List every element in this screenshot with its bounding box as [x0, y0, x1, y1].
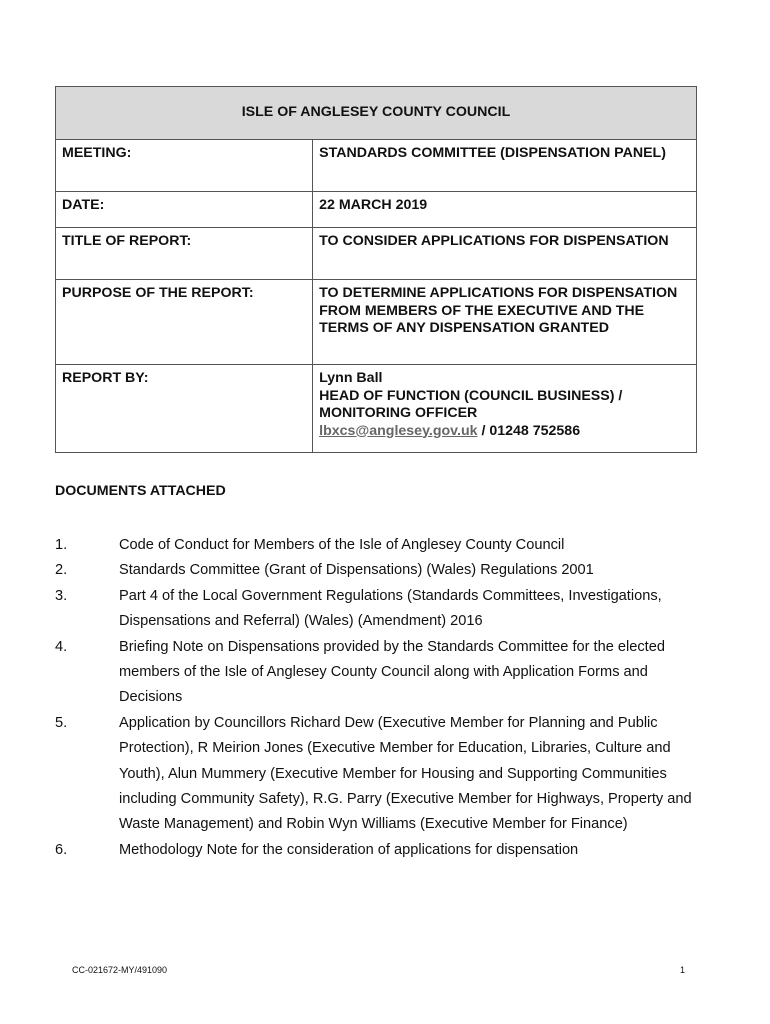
council-title: ISLE OF ANGLESEY COUNTY COUNCIL [56, 87, 697, 140]
date-value: 22 MARCH 2019 [313, 192, 697, 228]
list-item-number: 2. [55, 562, 68, 579]
purpose-value: TO DETERMINE APPLICATIONS FOR DISPENSATION FROM MEMBERS OF THE EXECUTIVE AND THE TERMS OF ANY DISPENSATION GRANTED [313, 280, 697, 365]
list-item-text: Code of Conduct for Members of the Isle of Anglesey County Council [119, 537, 565, 553]
report-by-value [313, 365, 697, 453]
list-item-number: 3. [55, 587, 68, 604]
documents-list [55, 533, 705, 863]
report-title-label: TITLE OF REPORT: [56, 228, 313, 280]
documents-heading: DOCUMENTS ATTACHED [55, 483, 226, 499]
footer-reference: CC-021672-MY/491090 [72, 965, 168, 975]
list-item-text: Standards Committee (Grant of Dispensations) (Wales) Regulations 2001 [119, 562, 594, 579]
list-item [55, 838, 705, 863]
list-item-number: 5. [55, 714, 68, 731]
meeting-label: MEETING: [56, 140, 313, 192]
list-item-number: 6. [55, 841, 68, 858]
report-by-contact [319, 423, 690, 441]
list-item [55, 711, 705, 838]
page-number: 1 [680, 965, 686, 975]
purpose-label: PURPOSE OF THE REPORT: [56, 280, 313, 365]
date-label: DATE: [56, 192, 313, 228]
list-item-text: Application by Councillors Richard Dew (Executive Member for Planning and Public Protection), R Meirion Jones (Executive Member for Education, Libraries, Culture and Youth), Alun Mummery (Executive Member for Housing and Supporting Communities including Community Safety), R.G. Parry (Executive Member for Highways, Property and Waste Management) and Robin Wyn Williams (Executive Member for Finance) [119, 714, 692, 833]
list-item [55, 533, 705, 558]
list-item-text: Methodology Note for the consideration of applications for dispensation [119, 841, 579, 858]
report-by-role: HEAD OF FUNCTION (COUNCIL BUSINESS) / MONITORING OFFICER [319, 387, 623, 421]
list-item [55, 584, 705, 635]
list-item-number: 4. [55, 638, 68, 655]
meeting-value: STANDARDS COMMITTEE (DISPENSATION PANEL) [313, 140, 697, 192]
list-item-text: Briefing Note on Dispensations provided by the Standards Committee for the elected members of the Isle of Anglesey County Council along with Application Forms and Decisions [119, 638, 665, 706]
list-item [55, 635, 705, 711]
report-title-value: TO CONSIDER APPLICATIONS FOR DISPENSATION [313, 228, 697, 280]
email-link[interactable]: lbxcs@anglesey.gov.uk [319, 422, 478, 439]
list-item-number: 1. [55, 537, 68, 553]
list-item-text: Part 4 of the Local Government Regulations (Standards Committees, Investigations, Dispensations and Referral) (Wales) (Amendment) 2016 [119, 587, 662, 630]
report-header-table [55, 86, 697, 453]
list-item [55, 558, 705, 583]
report-by-name: Lynn Ball [319, 370, 383, 386]
report-by-label: REPORT BY: [56, 365, 313, 453]
phone-number: / 01248 752586 [477, 422, 581, 439]
